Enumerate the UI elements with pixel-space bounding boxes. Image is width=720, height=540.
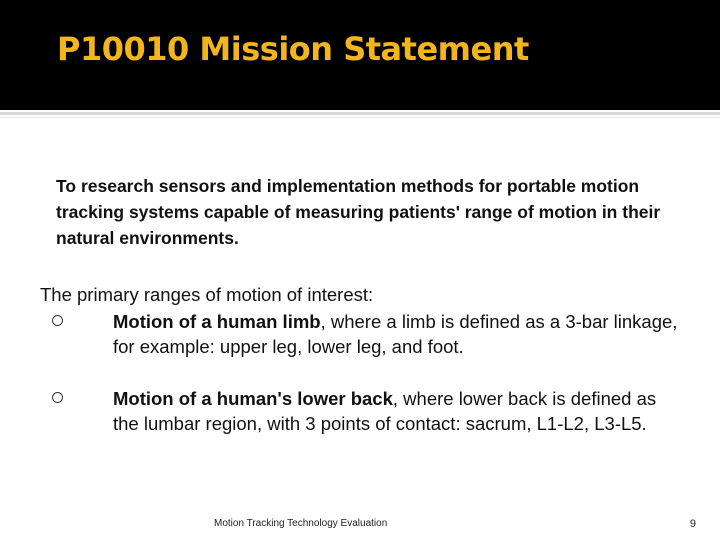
ranges-intro: The primary ranges of motion of interest: [40,284,374,305]
slide-title: P10010 Mission Statement [57,30,529,68]
title-divider [0,112,720,115]
bullet-bold-text: Motion of a human limb [113,311,321,332]
hollow-circle-bullet-icon [52,315,63,326]
mission-statement: To research sensors and implementation methods for portable motion tracking systems capable of measuring patients' range of motion in their natural environments. [56,176,661,248]
title-divider-thin [0,117,720,118]
bullet-text [113,386,683,436]
page-number: 9 [689,518,696,530]
bullet-rest-text: , where a limb is defined as a 3-bar linkage, for example: upper leg, lower leg, and foot. [113,311,678,357]
bullet-text [113,309,683,359]
bullet-rest-text: , where lower back is defined as the lumbar region, with 3 points of contact: sacrum, L1-L2, L3-L5. [113,388,657,434]
hollow-circle-bullet-icon [52,392,63,403]
bullet-bold-text: Motion of a human's lower back [113,388,393,409]
slide-footer: Motion Tracking Technology Evaluation [214,518,388,529]
title-bar [0,0,720,110]
